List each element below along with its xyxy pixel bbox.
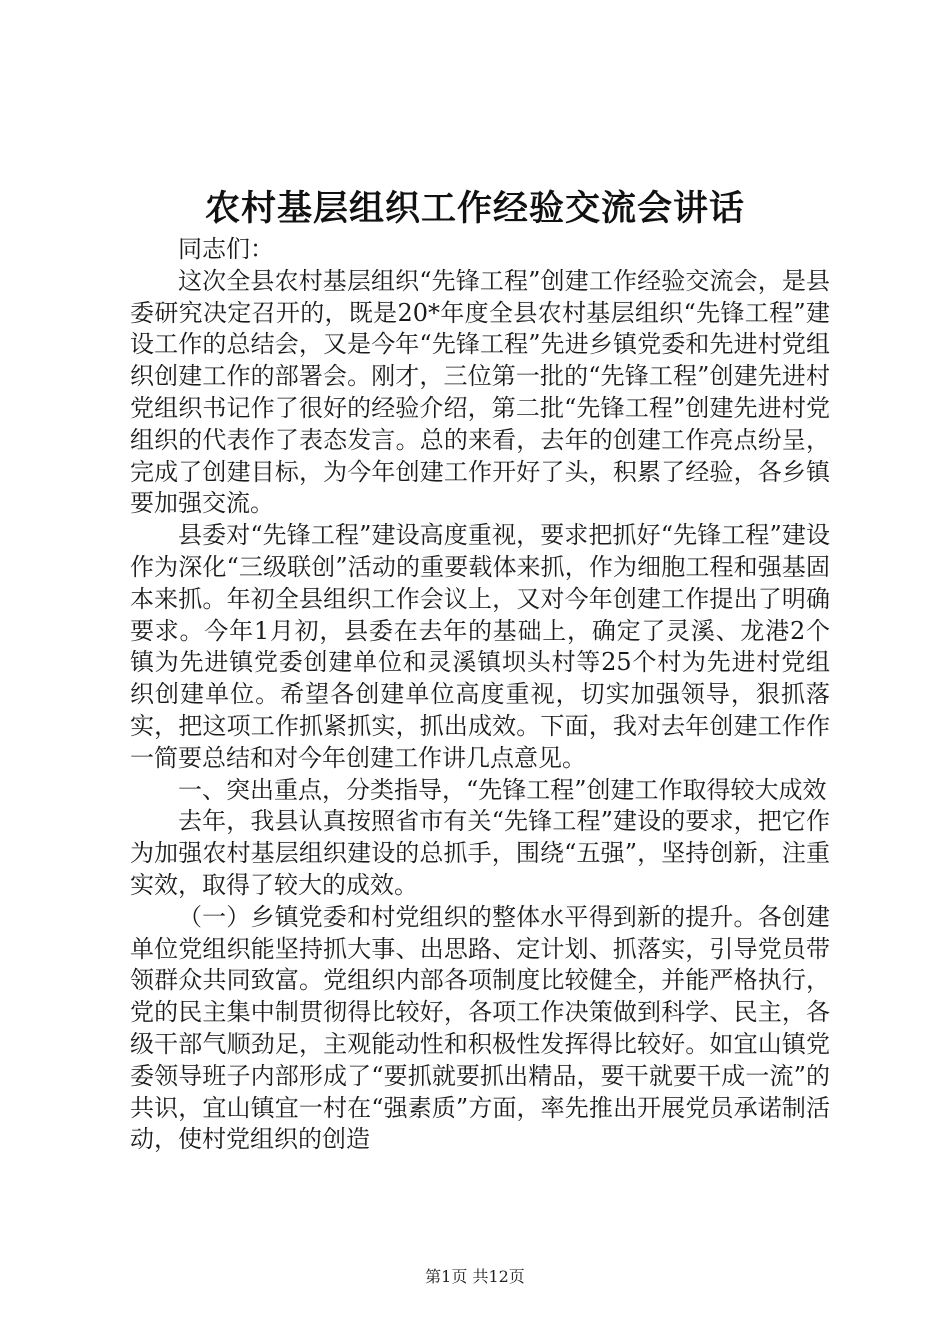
page-number-footer: 第1页 共12页 [425, 1267, 525, 1286]
salutation-paragraph: 同志们： [178, 235, 274, 263]
body-paragraph: （一）乡镇党委和村党组织的整体水平得到新的提升。各创建单位党组织能坚持抓大事、出思路、定计划、抓落实，引导党员带领群众共同致富。党组织内部各项制度比较健全，并能严格执行，党的民主集中制贯彻得比较好，各项工作决策做到科学、民主，各级干部气顺劲足，主观能动性和积极性发挥得比较好。如宜山镇党委领导班子内部形成了“要抓就要抓出精品，要干就要干成一流”的共识，宜山镇宜一村在“强素质”方面，率先推出开展党员承诺制活动，使村党组织的创造 [130, 902, 830, 1154]
document-body [130, 234, 830, 1156]
document-title: 农村基层组织工作经验交流会讲话 [204, 188, 745, 229]
body-paragraph: 去年，我县认真按照省市有关“先锋工程”建设的要求，把它作为加强农村基层组织建设的总抓手，围绕“五强”，坚持创新，注重实效，取得了较大的成效。 [130, 807, 830, 899]
body-paragraph: 这次全县农村基层组织“先锋工程”创建工作经验交流会，是县委研究决定召开的，既是20*年度全县农村基层组织“先锋工程”建设工作的总结会，又是今年“先锋工程”先进乡镇党委和先进村党组织创建工作的部署会。刚才，三位第一批的“先锋工程”创建先进村党组织书记作了很好的经验介绍，第二批“先锋工程”创建先进村党组织的代表作了表态发言。总的来看，去年的创建工作亮点纷呈，完成了创建目标，为今年创建工作开好了头，积累了经验，各乡镇要加强交流。 [130, 266, 830, 518]
body-paragraph: 县委对“先锋工程”建设高度重视，要求把抓好“先锋工程”建设作为深化“三级联创”活动的重要载体来抓，作为细胞工程和强基固本来抓。年初全县组织工作会议上，又对今年创建工作提出了明确要求。今年1月初，县委在去年的基础上，确定了灵溪、龙港2个镇为先进镇党委创建单位和灵溪镇坝头村等25个村为先进村党组织创建单位。希望各创建单位高度重视，切实加强领导，狠抓落实，把这项工作抓紧抓实，抓出成效。下面，我对去年创建工作作一简要总结和对今年创建工作讲几点意见。 [130, 521, 830, 772]
section-heading: 一、突出重点，分类指导，“先锋工程”创建工作取得较大成效 [178, 775, 827, 804]
